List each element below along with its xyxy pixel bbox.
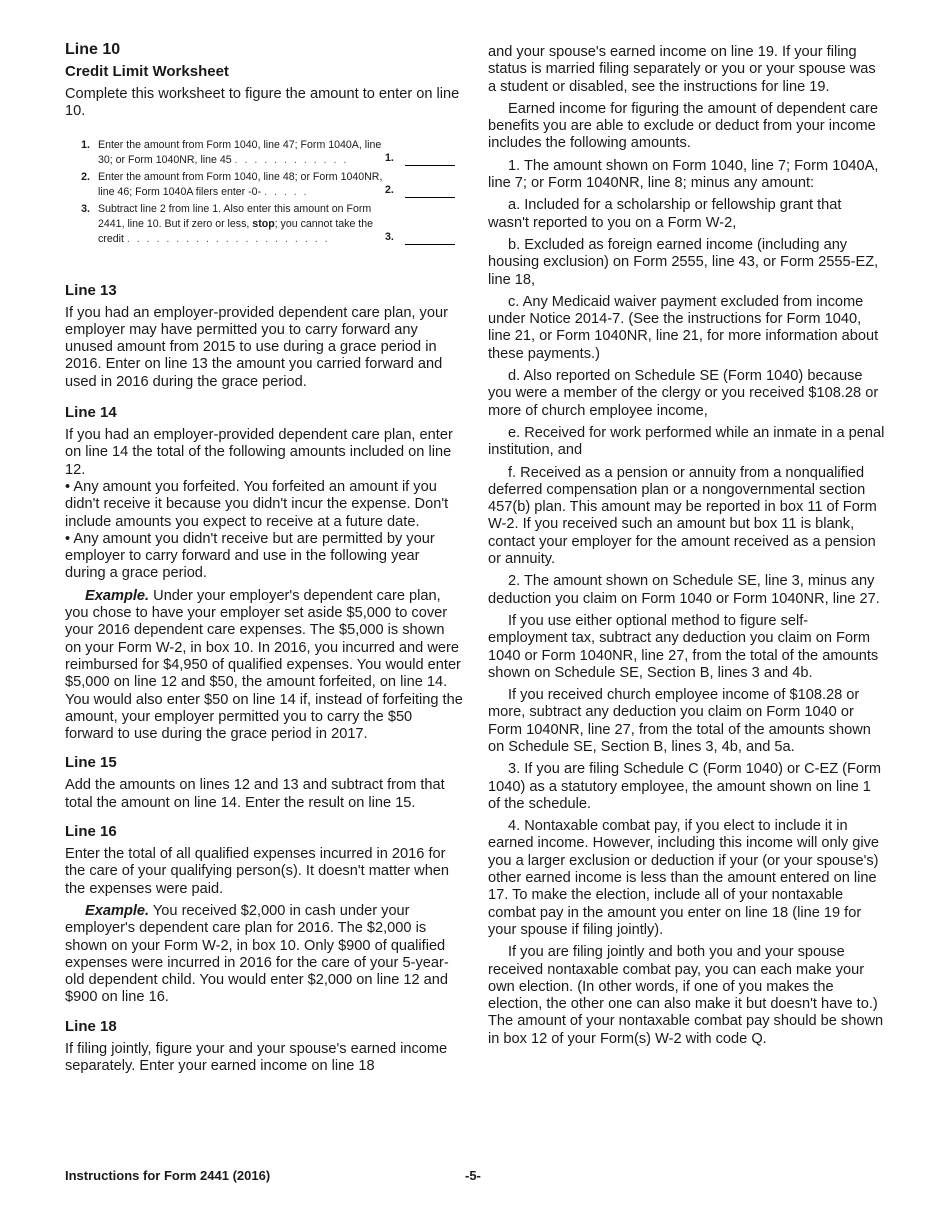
earned-income-item-1b: b. Excluded as foreign earned income (including any housing exclusion) on Form 2555, line 43, or Form 2555-EZ, line 18, (488, 236, 879, 288)
worksheet-entry-line-1[interactable] (405, 164, 455, 166)
line15-heading: Line 15 (65, 754, 117, 772)
worksheet-row-number: 3. (81, 202, 90, 215)
line10-heading: Line 10 (65, 41, 121, 58)
worksheet-line-number: 1. (385, 151, 394, 164)
earned-income-item-1d: d. Also reported on Schedule SE (Form 1040) because you were a member of the clergy or you received $108.28 or more of church employee income, (488, 368, 879, 419)
line13-heading: Line 13 (65, 281, 117, 299)
earned-income-intro: Earned income for figuring the amount of dependent care benefits you are able to exclude or deduct from your income includes the following amounts. (488, 100, 878, 152)
line13-body: If you had an employer-provided dependent care plan, your employer may have permitted you to carry forward any unused amount from 2015 to use during a grace period in 2016. Enter on line 13 the amount you carried forward and used in 2016 during the grace period. (65, 304, 448, 390)
earned-income-item-1: 1. The amount shown on Form 1040, line 7; Form 1040A, line 7; or Form 1040NR, line 8; minus any amount: (488, 157, 879, 192)
worksheet-row-label: Subtract line 2 from line 1. Also enter this amount on Form 2441, line 10. But if zero or less, (98, 202, 372, 230)
earned-income-item-1a: a. Included for a scholarship or fellowship grant that wasn't reported to you on a Form W-2, (488, 197, 842, 231)
line14-heading: Line 14 (65, 404, 117, 422)
worksheet-row-1 (65, 138, 463, 168)
worksheet-row-2 (65, 170, 463, 200)
church-employee-note: If you received church employee income of $108.28 or more, subtract any deduction you claim on Form 1040 or Form 1040NR, line 27, from the total of the amounts shown on Schedule SE, Section B, lines 3, 4b, and 5a. (488, 687, 871, 755)
line18-continued: and your spouse's earned income on line 19. If your filing status is married filing separately or you or your spouse was a student or disabled, see the instructions for line 19. (488, 44, 876, 95)
worksheet-row-label: Enter the amount from Form 1040, line 48; or Form 1040NR, line 46; Form 1040A filers enter -0- (98, 170, 383, 198)
line16-example (65, 903, 463, 1007)
stop-emphasis: stop (252, 217, 275, 230)
earned-income-item-1e: e. Received for work performed while an inmate in a penal institution, and (488, 424, 885, 459)
line16-body: Enter the total of all qualified expenses incurred in 2016 for the care of your qualifying person(s). It doesn't matter when the expenses were paid. (65, 846, 450, 897)
line18-heading: Line 18 (65, 1017, 117, 1035)
leader-dots: . . . . . . . . . . . . . . . . . . . . . (126, 232, 330, 245)
worksheet-line-number: 3. (385, 230, 394, 243)
combat-pay-note: If you are filing jointly and both you and your spouse received nontaxable combat pay, you can each make your own election. (In other words, if one of you makes the election, the other one can also make it but doesn't have to.) The amount of your nontaxable combat pay should be shown in box 12 of your Form(s) W-2 with code Q. (488, 944, 884, 1047)
worksheet-row-number: 1. (81, 138, 90, 151)
leader-dots: . . . . . . . . . . . . (234, 153, 349, 166)
section-line16 (65, 822, 463, 1007)
earned-income-item-4: 4. Nontaxable combat pay, if you elect to include it in earned income. However, including this income will only give you a larger exclusion or deduction if your (or your spouse's) other earned income is less than the amount entered on line 17. To make the election, include all of your nontaxable combat pay in the amount you enter on line 18 (line 19 for your spouse if filing jointly). (488, 818, 879, 938)
worksheet-entry-line-2[interactable] (405, 196, 455, 198)
section-line15 (65, 753, 463, 812)
example-label: Example. (85, 587, 150, 604)
right-column (488, 44, 886, 1053)
worksheet-line-number: 2. (385, 183, 394, 196)
credit-limit-worksheet (65, 138, 463, 247)
worksheet-row-text (98, 170, 388, 200)
worksheet-row-text (98, 138, 388, 168)
line14-bullet-carry-forward: • Any amount you didn't receive but are permitted by your employer to carry forward and use in the following year during a grace period. (65, 530, 435, 582)
earned-income-item-1f: f. Received as a pension or annuity from a nonqualified deferred compensation plan or a nongovernmental section 457(b) plan. This amount may be reported in box 11 of Form W-2. If you received such an amount but box 11 is blank, contact your employer for the amount received as a pension or annuity. (488, 464, 877, 568)
line16-heading: Line 16 (65, 823, 117, 841)
example-text: Under your employer's dependent care plan, you chose to have your employer set aside $5,000 to cover your 2016 dependent care expenses. The $5,000 is shown on your Form W-2, in box 10. In 2016, you incurred and were reimbursed for $4,950 of qualified expenses. You would enter $5,000 on line 12 and $50, the amount forfeited, on line 14. You would also enter $50 on line 14 if, instead of forfeiting the amount, your employer permitted you to carry the $50 forward to use during the grace period in 2017. (65, 587, 463, 743)
worksheet-row-3 (65, 202, 463, 247)
line14-example (65, 588, 463, 744)
worksheet-row-label-end: ; you cannot take the credit (98, 217, 374, 245)
line18-body: If filing jointly, figure your and your spouse's earned income separately. Enter your earned income on line 18 (65, 1040, 448, 1074)
footer-title: Instructions for Form 2441 (2016) (65, 1168, 271, 1183)
line14-bullet-forfeited: • Any amount you forfeited. You forfeited an amount if you didn't receive it because you didn't incur the expense. Don't include amounts you expect to receive at a future date. (65, 478, 449, 530)
earned-income-item-1c: c. Any Medicaid waiver payment excluded from income under Notice 2014-7. (See the instructions for Form 1040, line 21, or Form 1040NR, line 21, for more information about these payments.) (488, 293, 879, 362)
worksheet-title: Credit Limit Worksheet (65, 63, 229, 80)
earned-income-item-3: 3. If you are filing Schedule C (Form 1040) or C-EZ (Form 1040) as a statutory employee, the amount shown on line 1 of the schedule. (488, 761, 882, 812)
page-number: -5- (465, 1168, 481, 1183)
worksheet-intro: Complete this worksheet to figure the amount to enter on line 10. (65, 86, 460, 120)
section-line13 (65, 281, 463, 391)
worksheet-entry-line-3[interactable] (405, 243, 455, 245)
example-label: Example. (85, 902, 150, 919)
section-line18 (65, 1017, 463, 1076)
optional-method-note: If you use either optional method to figure self-employment tax, subtract any deduction you claim on Form 1040 or Form 1040NR, line 27, from the total of the amounts shown on Schedule SE, Section B, lines 3 and 4b. (488, 612, 879, 681)
line14-body: If you had an employer-provided dependent care plan, enter on line 14 the total of the following amounts included on line 12. (65, 427, 453, 478)
line15-body: Add the amounts on lines 12 and 13 and subtract from that total the amount on line 14. Enter the result on line 15. (65, 777, 445, 811)
worksheet-row-text (98, 202, 388, 247)
section-line14 (65, 403, 463, 743)
left-column (65, 40, 463, 1080)
leader-dots: . . . . . (264, 185, 309, 198)
earned-income-item-2: 2. The amount shown on Schedule SE, line 3, minus any deduction you claim on Form 1040 or Form 1040NR, line 27. (488, 573, 880, 607)
worksheet-row-number: 2. (81, 170, 90, 183)
worksheet-row-label: Enter the amount from Form 1040, line 47; Form 1040A, line 30; or Form 1040NR, line 45 (98, 138, 382, 166)
example-text: You received $2,000 in cash under your employer's dependent care plan for 2016. The $2,000 is shown on your Form W-2, in box 10. Only $900 of qualified expenses were incurred in 2016 for the care of your 5-year-old dependent child. You would enter $2,000 on line 12 and $900 on line 16. (65, 902, 449, 1006)
